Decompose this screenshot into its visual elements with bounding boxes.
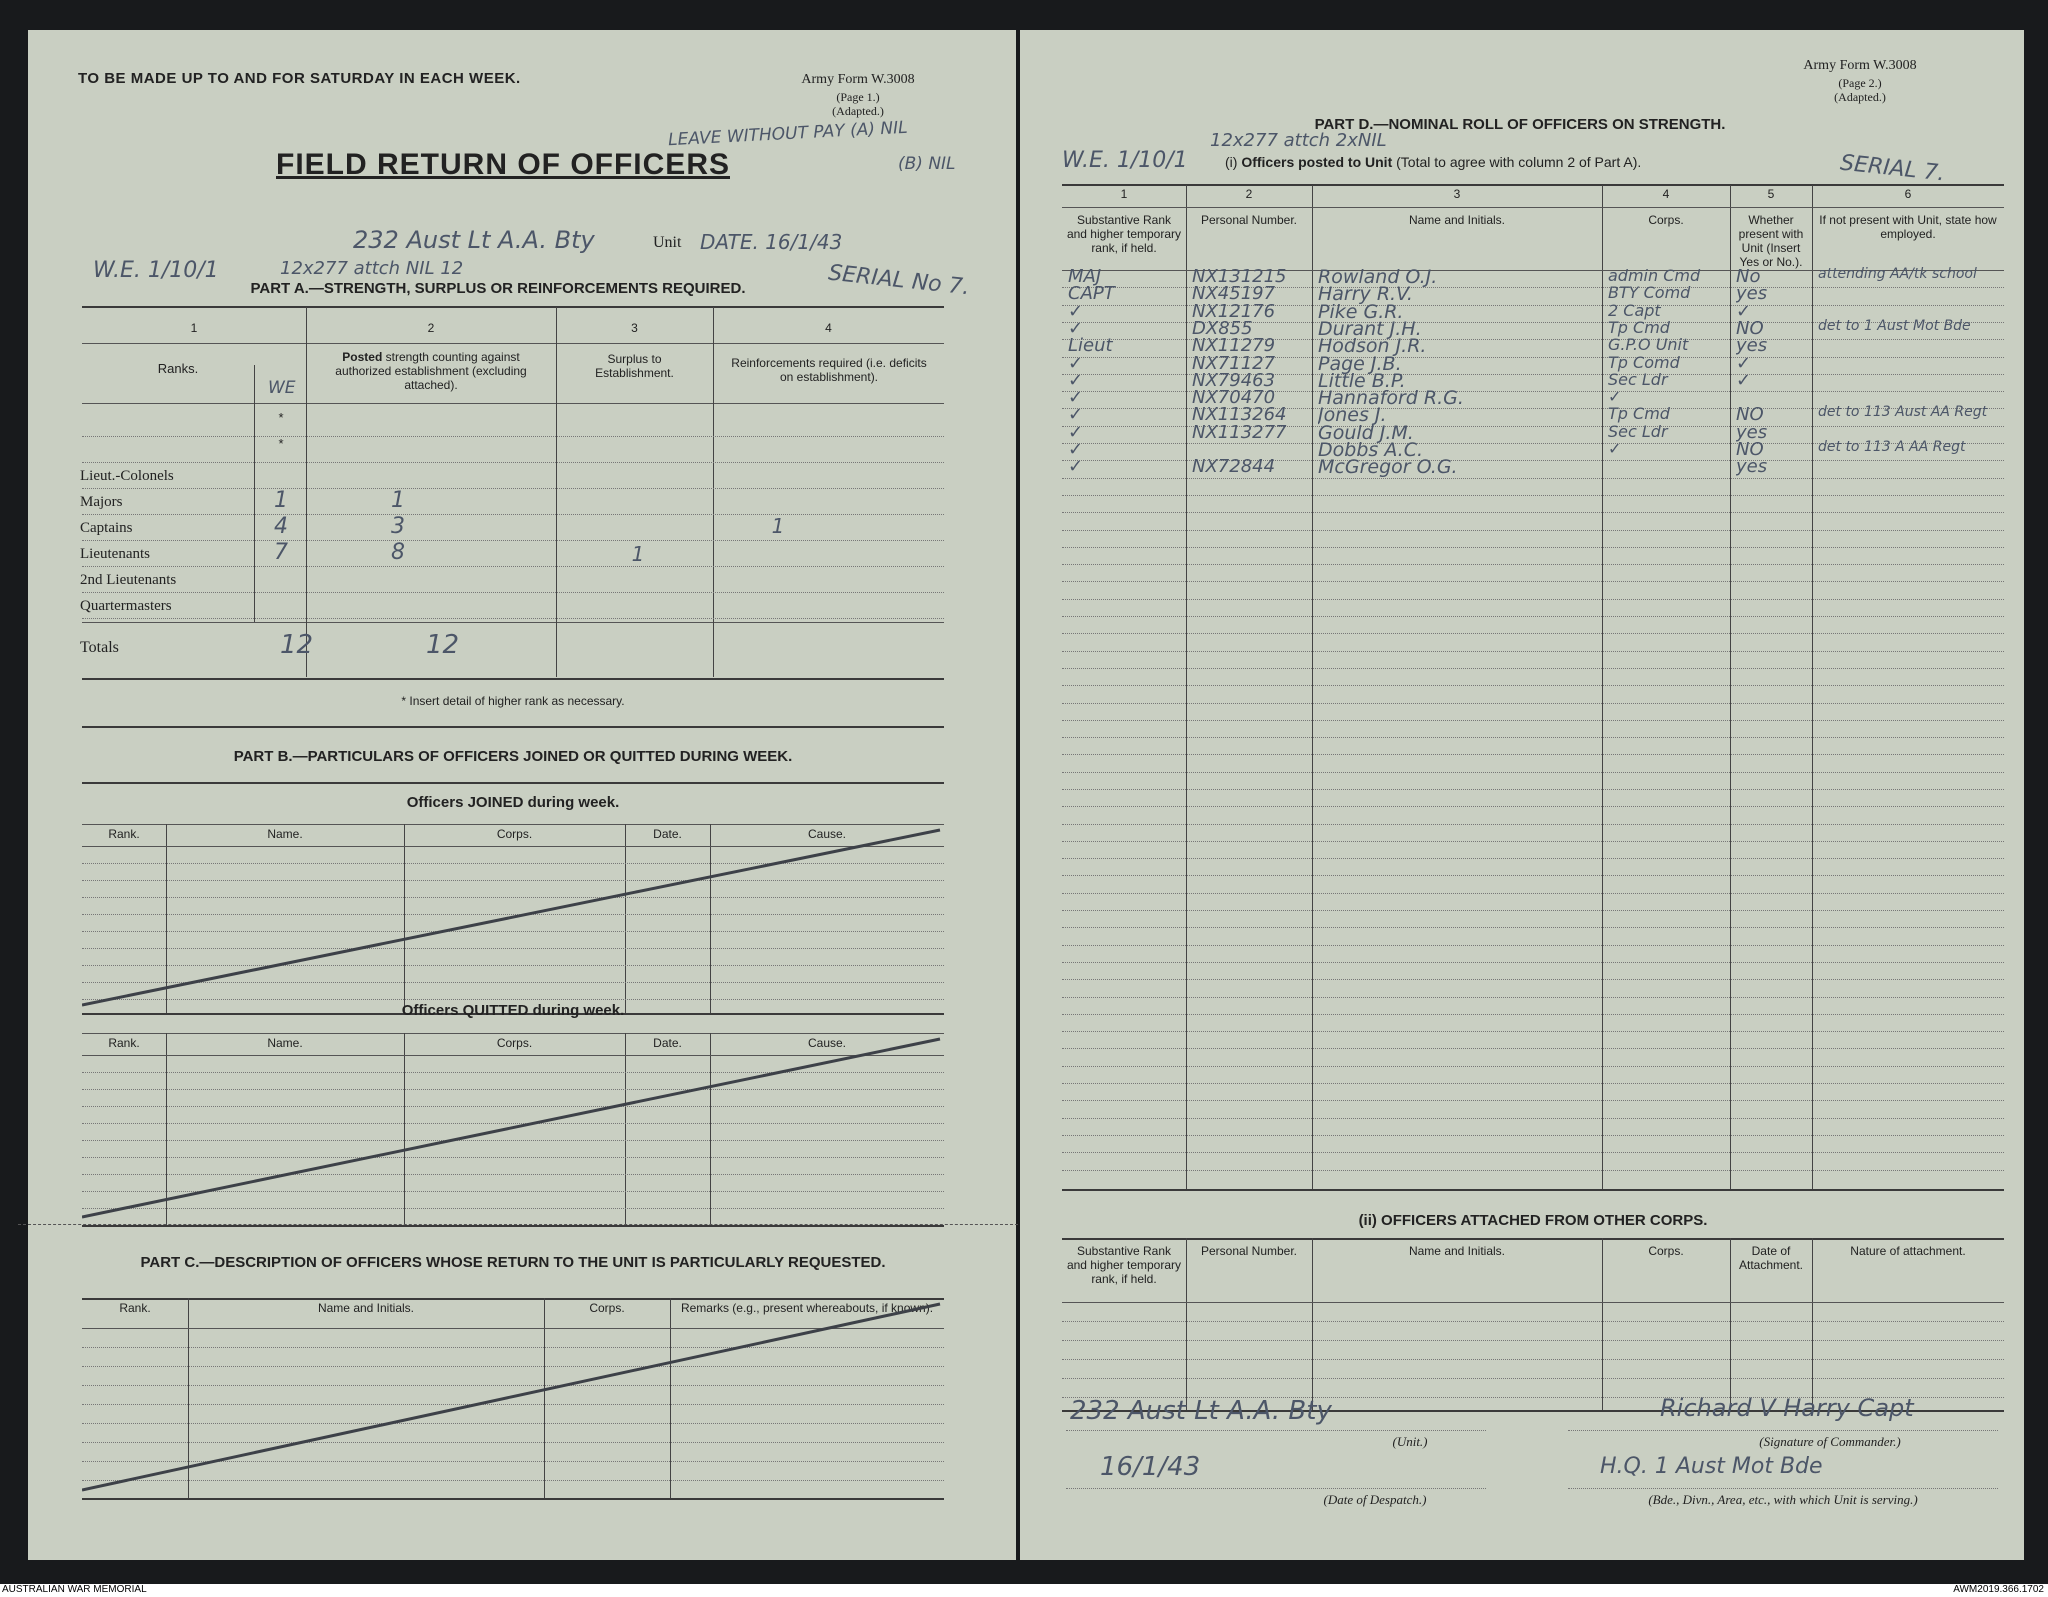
roll-number: NX71127 — [1192, 353, 1276, 374]
joined-title: Officers JOINED during week. — [406, 794, 620, 811]
totals-posted: 12 — [426, 630, 460, 660]
rank-label: Lieutenants — [80, 546, 150, 562]
we-value: 4 — [274, 514, 288, 539]
rank-label: Quartermasters — [80, 598, 172, 614]
reinforcements-header: Reinforcements required (i.e. deficits on establishment). — [731, 356, 927, 384]
roll-present: NO — [1736, 404, 1764, 425]
we-note: W.E. 1/10/1 — [93, 258, 219, 283]
we-header: WE — [268, 378, 296, 398]
col-num-2: 2 — [427, 321, 435, 335]
column-header: Date. — [653, 1036, 682, 1050]
form-adapted-label-2: (Adapted.) — [1834, 90, 1886, 104]
roll-rank: ✓ — [1068, 422, 1084, 443]
column-number: 3 — [1453, 187, 1461, 201]
column-header: Name and Initials. — [317, 1301, 415, 1315]
form-adapted-label: (Adapted.) — [832, 104, 884, 118]
sig-unit-hand: 232 Aust Lt A.A. Bty — [1070, 1396, 1332, 1426]
posted-value: 1 — [391, 488, 405, 513]
column-header: Whether present with Unit (Insert Yes or No.). — [1738, 213, 1804, 269]
instruction-text: TO BE MADE UP TO AND FOR SATURDAY IN EACH WEEK. — [78, 70, 521, 87]
roll-number: NX72844 — [1192, 456, 1276, 477]
posted-header: Posted strength counting against authorized establishment (excluding attached). — [335, 350, 527, 392]
sub-ii-title: (ii) OFFICERS ATTACHED FROM OTHER CORPS. — [1358, 1212, 1708, 1229]
roll-employed: det to 113 A AA Regt — [1818, 439, 1966, 455]
roll-number: NX131215 — [1192, 266, 1287, 287]
form-number: Army Form W.3008 — [801, 72, 915, 87]
roll-present: NO — [1736, 439, 1764, 460]
form-page-2 — [1020, 30, 2024, 1560]
column-header: Corps. — [589, 1301, 625, 1315]
roll-rank: ✓ — [1068, 456, 1084, 477]
column-header: Name and Initials. — [1408, 1244, 1506, 1258]
roll-name: Dobbs A.C. — [1318, 439, 1424, 461]
attach-note-2: 12x277 attch 2xNIL — [1210, 130, 1387, 151]
sub-i-heading: (i) Officers posted to Unit (Total to agree with column 2 of Part A). — [1225, 154, 1642, 170]
roll-employed: det to 113 Aust AA Regt — [1818, 404, 1988, 420]
column-number: 4 — [1662, 187, 1670, 201]
rank-label: 2nd Lieutenants — [80, 572, 177, 588]
sig-date-hand: 16/1/43 — [1100, 1452, 1201, 1482]
roll-rank: ✓ — [1068, 318, 1084, 339]
form-page-1 — [28, 30, 1016, 1560]
we-value: * — [278, 436, 284, 451]
roll-rank: ✓ — [1068, 370, 1084, 391]
roll-number: NX113277 — [1192, 422, 1287, 443]
roll-present: yes — [1736, 422, 1768, 443]
column-header: Substantive Rank and higher temporary rank, if held. — [1066, 1244, 1182, 1286]
column-header: Nature of attachment. — [1850, 1244, 1966, 1258]
part-d-title: PART D.—NOMINAL ROLL OF OFFICERS ON STRENGTH. — [1314, 116, 1726, 133]
column-header: Cause. — [807, 827, 847, 841]
col-num-1: 1 — [190, 321, 198, 335]
sig-unit-label: (Unit.) — [1392, 1434, 1428, 1449]
roll-number: NX45197 — [1192, 283, 1276, 304]
col-num-4: 4 — [825, 321, 832, 335]
form-title: FIELD RETURN OF OFFICERS — [276, 148, 730, 181]
column-header: Rank. — [108, 827, 140, 841]
roll-name: Rowland O.J. — [1318, 266, 1438, 288]
roll-rank: ✓ — [1068, 404, 1084, 425]
form-page-label-2: (Page 2.) — [1838, 76, 1882, 90]
roll-corps: G.P.O Unit — [1608, 335, 1689, 354]
column-header: Corps. — [496, 1036, 533, 1050]
serial-note: SERIAL No 7. — [827, 260, 971, 301]
totals-label: Totals — [80, 639, 119, 656]
form-number-2: Army Form W.3008 — [1803, 58, 1917, 73]
column-header: Substantive Rank and higher temporary rank, if held. — [1066, 213, 1182, 255]
sig-bde-hand: H.Q. 1 Aust Mot Bde — [1600, 1454, 1823, 1479]
commander-signature: Richard V Harry Capt — [1660, 1394, 1914, 1422]
column-header: Rank. — [119, 1301, 151, 1315]
rank-label: Majors — [80, 494, 123, 510]
column-header: Name. — [267, 827, 303, 841]
we-value: * — [278, 410, 284, 425]
unit-label: Unit — [653, 234, 682, 251]
roll-number: NX79463 — [1192, 370, 1276, 391]
roll-employed: det to 1 Aust Mot Bde — [1818, 318, 1971, 334]
leave-note-1: LEAVE WITHOUT PAY (A) NIL — [667, 117, 909, 151]
roll-number: NX113264 — [1192, 404, 1287, 425]
sig-bde-label: (Bde., Divn., Area, etc., with which Unit is serving.) — [1648, 1492, 1918, 1507]
roll-number: NX12176 — [1192, 301, 1276, 322]
quitted-table — [82, 1033, 944, 1225]
roll-present: No — [1736, 266, 1761, 287]
nominal-roll-table — [1062, 185, 2004, 1189]
surplus-value: 1 — [631, 542, 645, 566]
roll-corps: admin Cmd — [1608, 266, 1701, 285]
part-c-title: PART C.—DESCRIPTION OF OFFICERS WHOSE RETURN TO THE UNIT IS PARTICULARLY REQUESTED. — [140, 1254, 886, 1271]
roll-number: NX11279 — [1192, 335, 1276, 356]
we-note-2: W.E. 1/10/1 — [1062, 148, 1188, 173]
roll-corps: 2 Capt — [1608, 301, 1661, 320]
we-value: 7 — [274, 540, 288, 565]
roll-corps: Sec Ldr — [1608, 422, 1668, 441]
roll-present: yes — [1736, 283, 1768, 304]
ranks-header: Ranks. — [157, 361, 199, 376]
roll-name: Jones J. — [1318, 404, 1387, 426]
column-number: 5 — [1767, 187, 1775, 201]
roll-rank: ✓ — [1068, 439, 1084, 460]
column-header: Date of Attachment. — [1738, 1244, 1804, 1272]
footer-left: AUSTRALIAN WAR MEMORIAL — [2, 1584, 147, 1595]
leave-note-2: (B) NIL — [898, 154, 956, 174]
column-number: 1 — [1120, 187, 1128, 201]
column-number: 2 — [1245, 187, 1253, 201]
roll-name: Page J.B. — [1318, 353, 1402, 375]
part-c-table — [82, 1298, 944, 1498]
column-header: Date. — [653, 827, 682, 841]
roll-name: Gould J.M. — [1318, 422, 1414, 444]
cancel-line — [82, 824, 944, 1013]
roll-present: ✓ — [1736, 353, 1752, 374]
column-header: Corps. — [1648, 1244, 1684, 1258]
cancel-line — [82, 1033, 944, 1225]
roll-name: Hannaford R.G. — [1318, 387, 1464, 409]
posted-value: 8 — [391, 540, 405, 565]
part-a-title: PART A.—STRENGTH, SURPLUS OR REINFORCEMENTS REQUIRED. — [250, 280, 746, 297]
roll-employed: attending AA/tk school — [1818, 266, 1977, 282]
we-value: 1 — [274, 488, 288, 513]
roll-rank: CAPT — [1068, 283, 1115, 304]
roll-present: yes — [1736, 335, 1768, 356]
roll-name: Durant J.H. — [1318, 318, 1422, 340]
footer-bar — [0, 1584, 2048, 1597]
roll-corps: Sec Ldr — [1608, 370, 1668, 389]
roll-corps: Tp Cmd — [1608, 318, 1670, 337]
column-header: Name. — [267, 1036, 303, 1050]
roll-number: DX855 — [1192, 318, 1253, 339]
roll-corps: ✓ — [1608, 387, 1622, 406]
roll-corps: Tp Cmd — [1608, 404, 1670, 423]
rank-label: Captains — [80, 520, 133, 536]
roll-corps: ✓ — [1608, 439, 1622, 458]
sig-date-label: (Date of Despatch.) — [1323, 1492, 1427, 1507]
roll-name: McGregor O.G. — [1318, 456, 1458, 478]
column-number: 6 — [1904, 187, 1912, 201]
joined-table — [82, 824, 944, 1014]
column-header: Corps. — [496, 827, 533, 841]
footer-right: AWM2019.366.1702 — [1953, 1584, 2044, 1595]
form-page-label: (Page 1.) — [836, 90, 880, 104]
roll-name: Little B.P. — [1318, 370, 1406, 392]
roll-number: NX70470 — [1192, 387, 1276, 408]
surplus-header: Surplus to Establishment. — [595, 352, 674, 380]
column-header: Name and Initials. — [1408, 213, 1506, 227]
roll-corps: BTY Comd — [1608, 283, 1691, 302]
col-num-3: 3 — [631, 321, 638, 335]
rank-label: Lieut.-Colonels — [80, 468, 174, 484]
roll-rank: ✓ — [1068, 301, 1084, 322]
column-header: Corps. — [1648, 213, 1684, 227]
unit-name-handwritten: 232 Aust Lt A.A. Bty — [353, 226, 595, 254]
roll-rank: ✓ — [1068, 353, 1084, 374]
part-a-footnote: * Insert detail of higher rank as necessary. — [401, 694, 625, 708]
column-header: Personal Number. — [1200, 1244, 1298, 1258]
roll-rank: Lieut — [1068, 335, 1113, 356]
roll-present: yes — [1736, 456, 1768, 477]
roll-present: ✓ — [1736, 370, 1752, 391]
part-b-title: PART B.—PARTICULARS OF OFFICERS JOINED OR QUITTED DURING WEEK. — [233, 748, 793, 765]
roll-name: Pike G.R. — [1318, 301, 1404, 323]
attached-table — [1062, 1238, 2004, 1410]
roll-rank: ✓ — [1068, 387, 1084, 408]
date-handwritten: DATE. 16/1/43 — [700, 230, 843, 254]
roll-present: ✓ — [1736, 301, 1752, 322]
column-header: If not present with Unit, state how employed. — [1819, 213, 1997, 241]
column-header: Cause. — [807, 1036, 847, 1050]
roll-name: Harry R.V. — [1318, 283, 1413, 305]
sig-name-label: (Signature of Commander.) — [1759, 1434, 1901, 1449]
roll-corps: Tp Comd — [1608, 353, 1680, 372]
column-header: Personal Number. — [1200, 213, 1298, 227]
serial-note-2: SERIAL 7. — [1838, 150, 1946, 187]
column-header: Remarks (e.g., present whereabouts, if known). — [680, 1301, 934, 1315]
totals-we: 12 — [280, 630, 314, 660]
column-header: Rank. — [108, 1036, 140, 1050]
cancel-line — [82, 1298, 944, 1498]
quitted-title: Officers QUITTED during week. — [401, 1002, 625, 1019]
roll-name: Hodson J.R. — [1318, 335, 1427, 357]
roll-rank: MAJ — [1068, 266, 1102, 287]
attach-note: 12x277 attch NIL 12 — [280, 258, 464, 279]
roll-present: NO — [1736, 318, 1764, 339]
posted-value: 3 — [391, 514, 405, 539]
reinforcement-value: 1 — [771, 514, 785, 538]
